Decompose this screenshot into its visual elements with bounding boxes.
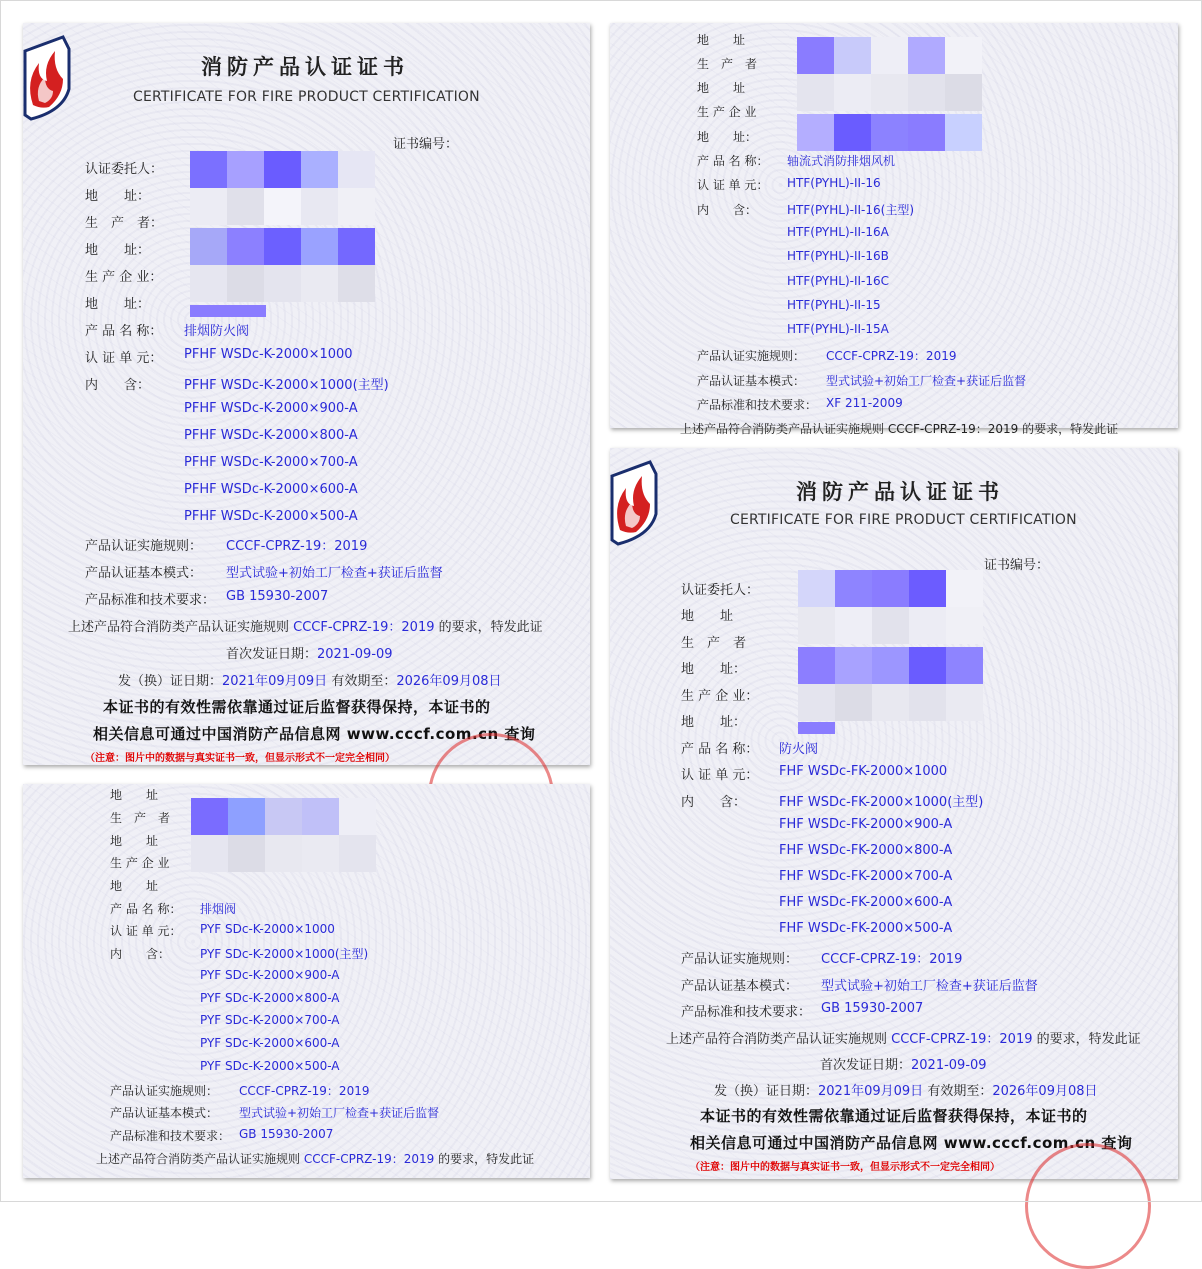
- valid-until-value: 2026年09月08日: [396, 674, 502, 689]
- field-label-unit: 认 证 单 元：: [110, 924, 182, 938]
- standard-value: GB 15930-2007: [239, 1127, 334, 1141]
- contains-item: PYF SDc-K-2000×500-A: [200, 1059, 340, 1073]
- disclaimer-note: （注意：图片中的数据与真实证书一致，但显示形式不一定完全相同）: [690, 1162, 1000, 1173]
- field-label-manufacturer: 生 产 企 业: [697, 105, 757, 119]
- field-label-unit: 认 证 单 元：: [85, 351, 163, 366]
- redacted-mosaic: [190, 265, 375, 302]
- issue-date-value: 2021年09月09日: [818, 1084, 924, 1099]
- contains-item: HTF(PYHL)-II-16(主型): [787, 203, 915, 217]
- rule-value: CCCF-CPRZ-19：2019: [226, 539, 368, 554]
- contains-item: PFHF WSDc-K-2000×900-A: [184, 401, 358, 416]
- unit-value: PYF SDc-K-2000×1000: [200, 922, 335, 936]
- field-label-standard: 产品标准和技术要求：: [697, 398, 818, 412]
- redacted-mosaic: [190, 228, 375, 265]
- contains-item: HTF(PYHL)-II-15A: [787, 322, 889, 336]
- contains-item: FHF WSDc-FK-2000×900-A: [779, 817, 953, 832]
- field-label-address: 地 址: [681, 609, 734, 624]
- field-label-address: 地 址: [110, 788, 159, 802]
- field-label-product-name: 产 品 名 称：: [697, 154, 769, 168]
- valid-until-value: 2026年09月08日: [992, 1084, 1098, 1099]
- first-issue-label: 首次发证日期：: [226, 647, 318, 662]
- mode-value: 型式试验+初始工厂检查+获证后监督: [821, 979, 1038, 994]
- field-label-address: 地 址：: [85, 189, 151, 204]
- valid-until-label: 有效期至：: [927, 1084, 993, 1099]
- cert-number-label: 证书编号：: [393, 137, 459, 152]
- field-label-contains: 内 含：: [681, 795, 747, 810]
- conformity-statement: [96, 1150, 534, 1167]
- field-label-contains: 内 含：: [697, 203, 758, 217]
- contains-item: FHF WSDc-FK-2000×800-A: [779, 843, 953, 858]
- issue-date-value: 2021年09月09日: [222, 674, 328, 689]
- field-label-producer: 生 产 者: [697, 57, 758, 71]
- unit-value: FHF WSDc-FK-2000×1000: [779, 764, 948, 779]
- conformity-prefix: 上述产品符合消防类产品认证实施规则: [68, 620, 290, 635]
- field-label-address: 地 址：: [85, 297, 151, 312]
- validity-statement-line2: 相关信息可通过中国消防产品信息网 www.cccf.com.cn 查询: [93, 725, 536, 743]
- field-label-product-name: 产 品 名 称：: [85, 324, 163, 339]
- product-name-value: 排烟阀: [200, 902, 237, 916]
- redacted-mosaic: [798, 722, 835, 734]
- contains-item: PYF SDc-K-2000×900-A: [200, 968, 340, 982]
- redacted-mosaic: [797, 37, 982, 74]
- fire-logo-icon: [23, 35, 73, 121]
- field-label-mode: 产品认证基本模式：: [681, 979, 799, 994]
- fire-logo-icon: [610, 460, 660, 546]
- first-issue-line: [226, 643, 393, 662]
- standard-value: GB 15930-2007: [821, 1001, 924, 1016]
- issue-date-line: [118, 670, 502, 689]
- redacted-mosaic: [191, 835, 376, 872]
- certificate-title: 消防产品认证证书: [796, 480, 1004, 504]
- conformity-statement: [666, 1028, 1141, 1047]
- certificate-panel-fire-damper: [610, 448, 1178, 1179]
- mode-value: 型式试验+初始工厂检查+获证后监督: [226, 566, 443, 581]
- field-label-address: 地 址：: [697, 130, 758, 144]
- issue-date-label: 发（换）证日期：: [118, 674, 223, 689]
- field-label-mode: 产品认证基本模式：: [110, 1106, 219, 1120]
- certificate-subtitle: CERTIFICATE FOR FIRE PRODUCT CERTIFICATION: [133, 89, 480, 105]
- field-label-contains: 内 含：: [110, 947, 171, 961]
- certificate-panel-fire-smoke-damper: [23, 23, 590, 765]
- conformity-rule: CCCF-CPRZ-19：2019: [303, 1152, 435, 1166]
- contains-item: PYF SDc-K-2000×1000(主型): [200, 947, 369, 961]
- redacted-mosaic: [797, 74, 982, 111]
- field-label-address: 地 址: [110, 834, 159, 848]
- product-name-value: 排烟防火阀: [184, 324, 250, 339]
- redacted-mosaic: [798, 647, 983, 684]
- field-label-producer: 生 产 者：: [85, 216, 164, 231]
- field-label-product-name: 产 品 名 称：: [110, 902, 182, 916]
- field-label-product-name: 产 品 名 称：: [681, 742, 759, 757]
- field-label-address: 地 址: [697, 33, 746, 47]
- conformity-statement-cut: 上述产品符合消防类产品认证实施规则 CCCF-CPRZ-19：2019 的要求，特发此证: [680, 422, 1119, 436]
- field-label-client: 认证委托人：: [681, 583, 760, 598]
- contains-item: PYF SDc-K-2000×800-A: [200, 991, 340, 1005]
- conformity-prefix: 上述产品符合消防类产品认证实施规则: [666, 1032, 888, 1047]
- validity-statement-line1: 本证书的有效性需依靠通过证后监督获得保持，本证书的: [103, 698, 491, 716]
- conformity-suffix: 的要求，特发此证: [1036, 1032, 1141, 1047]
- field-label-producer: 生 产 者: [110, 811, 171, 825]
- contains-item: HTF(PYHL)-II-16C: [787, 274, 890, 288]
- field-label-manufacturer: 生 产 企 业：: [85, 270, 163, 285]
- issue-date-line: [714, 1080, 1098, 1099]
- contains-item: PFHF WSDc-K-2000×500-A: [184, 509, 358, 524]
- field-label-unit: 认 证 单 元：: [681, 768, 759, 783]
- contains-item: FHF WSDc-FK-2000×500-A: [779, 921, 953, 936]
- disclaimer-note: （注意：图片中的数据与真实证书一致，但显示形式不一定完全相同）: [85, 753, 395, 764]
- unit-value: PFHF WSDc-K-2000×1000: [184, 347, 353, 362]
- mode-value: 型式试验+初始工厂检查+获证后监督: [239, 1106, 440, 1120]
- official-seal: [1025, 1143, 1151, 1269]
- field-label-standard: 产品标准和技术要求：: [110, 1129, 231, 1143]
- contains-item: PYF SDc-K-2000×600-A: [200, 1036, 340, 1050]
- contains-item: HTF(PYHL)-II-16B: [787, 249, 889, 263]
- conformity-statement: [68, 616, 543, 635]
- redacted-mosaic: [190, 305, 266, 317]
- field-label-address: 地 址: [110, 879, 159, 893]
- field-label-address: 地 址: [697, 81, 746, 95]
- validity-statement-line1: 本证书的有效性需依靠通过证后监督获得保持，本证书的: [700, 1107, 1088, 1125]
- field-label-rule: 产品认证实施规则：: [681, 952, 799, 967]
- contains-item: PFHF WSDc-K-2000×800-A: [184, 428, 358, 443]
- contains-item: PFHF WSDc-K-2000×600-A: [184, 482, 358, 497]
- first-issue-line: [820, 1054, 987, 1073]
- conformity-suffix: 的要求，特发此证: [438, 1152, 535, 1166]
- contains-item: PYF SDc-K-2000×700-A: [200, 1013, 340, 1027]
- contains-item: HTF(PYHL)-II-15: [787, 298, 881, 312]
- redacted-mosaic: [798, 607, 983, 644]
- standard-value: GB 15930-2007: [226, 589, 329, 604]
- field-label-address: 地 址：: [681, 715, 747, 730]
- first-issue-date: 2021-09-09: [317, 647, 393, 662]
- contains-item: FHF WSDc-FK-2000×700-A: [779, 869, 953, 884]
- redacted-mosaic: [797, 114, 982, 151]
- redacted-mosaic: [190, 188, 375, 225]
- field-label-unit: 认 证 单 元：: [697, 178, 769, 192]
- product-name-value: 防火阀: [779, 742, 819, 757]
- rule-value: CCCF-CPRZ-19：2019: [821, 952, 963, 967]
- contains-item: PFHF WSDc-K-2000×1000(主型): [184, 378, 389, 393]
- certificate-panel-axial-fan: [610, 23, 1178, 436]
- mode-value: 型式试验+初始工厂检查+获证后监督: [826, 374, 1027, 388]
- valid-until-label: 有效期至：: [331, 674, 397, 689]
- certificate-panel-smoke-exhaust-valve: [23, 784, 590, 1178]
- redacted-mosaic: [798, 684, 983, 721]
- first-issue-date: 2021-09-09: [911, 1058, 987, 1073]
- field-label-address: 地 址：: [85, 243, 151, 258]
- conformity-rule: CCCF-CPRZ-19：2019: [293, 620, 435, 635]
- redacted-mosaic: [190, 151, 375, 188]
- field-label-rule: 产品认证实施规则：: [85, 539, 203, 554]
- standard-value: XF 211-2009: [826, 396, 903, 410]
- unit-value: HTF(PYHL)-II-16: [787, 176, 881, 190]
- redacted-mosaic: [798, 570, 983, 607]
- field-label-manufacturer: 生 产 企 业：: [681, 689, 759, 704]
- issue-date-label: 发（换）证日期：: [714, 1084, 819, 1099]
- cert-number-label: 证书编号：: [984, 558, 1050, 573]
- contains-item: HTF(PYHL)-II-16A: [787, 225, 889, 239]
- redacted-mosaic: [191, 798, 376, 835]
- field-label-standard: 产品标准和技术要求：: [85, 593, 216, 608]
- conformity-suffix: 的要求，特发此证: [438, 620, 543, 635]
- field-label-producer: 生 产 者: [681, 636, 747, 651]
- validity-statement-line2: 相关信息可通过中国消防产品信息网 www.cccf.com.cn 查询: [690, 1134, 1133, 1152]
- conformity-prefix: 上述产品符合消防类产品认证实施规则: [96, 1152, 301, 1166]
- product-name-value: 轴流式消防排烟风机: [787, 154, 896, 168]
- field-label-rule: 产品认证实施规则：: [110, 1084, 219, 1098]
- field-label-address: 地 址：: [681, 662, 747, 677]
- first-issue-label: 首次发证日期：: [820, 1058, 912, 1073]
- field-label-rule: 产品认证实施规则：: [697, 349, 806, 363]
- conformity-rule: CCCF-CPRZ-19：2019: [891, 1032, 1033, 1047]
- contains-item: FHF WSDc-FK-2000×1000(主型): [779, 795, 984, 810]
- contains-item: FHF WSDc-FK-2000×600-A: [779, 895, 953, 910]
- field-label-mode: 产品认证基本模式：: [85, 566, 203, 581]
- field-label-manufacturer: 生 产 企 业: [110, 856, 170, 870]
- field-label-client: 认证委托人：: [85, 162, 164, 177]
- field-label-contains: 内 含：: [85, 378, 151, 393]
- contains-item: PFHF WSDc-K-2000×700-A: [184, 455, 358, 470]
- certificate-title: 消防产品认证证书: [201, 55, 409, 79]
- rule-value: CCCF-CPRZ-19：2019: [826, 349, 957, 363]
- certificate-subtitle: CERTIFICATE FOR FIRE PRODUCT CERTIFICATION: [730, 512, 1077, 528]
- field-label-standard: 产品标准和技术要求：: [681, 1005, 812, 1020]
- rule-value: CCCF-CPRZ-19：2019: [239, 1084, 370, 1098]
- field-label-mode: 产品认证基本模式：: [697, 374, 806, 388]
